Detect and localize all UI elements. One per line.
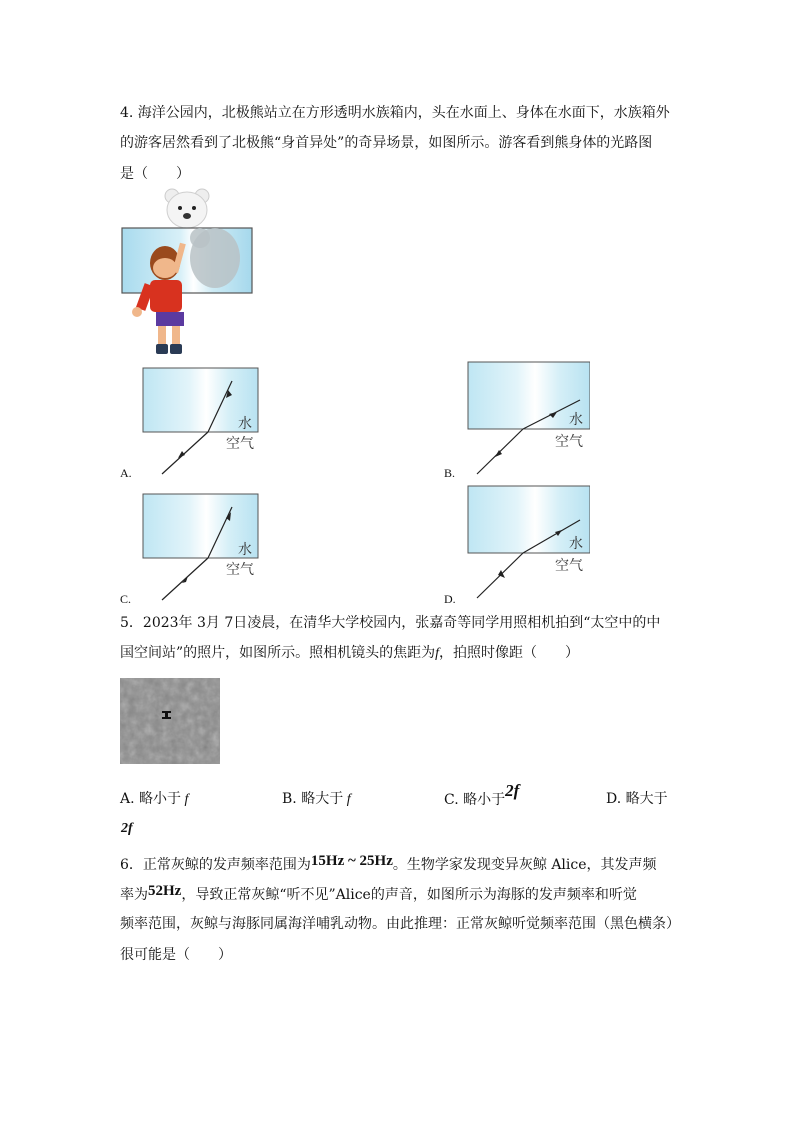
q5-option-a[interactable]: A. 略小于 f	[120, 791, 189, 807]
space-station-photo	[120, 678, 220, 764]
svg-text:水: 水	[238, 416, 252, 432]
polar-bear-tank-illustration	[120, 188, 260, 358]
svg-text:空气: 空气	[555, 434, 583, 450]
option-a-ray-diagram	[140, 366, 265, 478]
q5-option-b[interactable]: B. 略大于 f	[282, 791, 351, 807]
q6-line-4: 很可能是（ ）	[120, 947, 232, 963]
q5-line-1: 5．2023年 3月 7日凌晨，在清华大学校园内，张嘉奇等同学用照相机拍到“太空中的中	[120, 615, 661, 631]
q5-option-c[interactable]: C. 略小于2f	[444, 781, 520, 808]
q6-line-3: 频率范围，灰鲸与海豚同属海洋哺乳动物。由此推理：正常灰鲸听觉频率范围（黑色横条）	[120, 916, 680, 932]
svg-text:空气: 空气	[555, 558, 583, 574]
svg-text:空气: 空气	[226, 562, 254, 578]
q6-line-2: 率为52Hz，导致正常灰鲸“听不见”Alice的声音，如图所示为海豚的发声频率和听觉	[120, 883, 637, 903]
option-d-ray-diagram	[465, 484, 590, 602]
q4-line-3: 是（ ）	[120, 166, 190, 182]
option-b-ray-diagram	[465, 360, 590, 478]
q5-line-2: 国空间站”的照片，如图所示。照相机镜头的焦距为f，拍照时像距（ ）	[120, 645, 580, 661]
q5-option-d-math: 2f	[121, 821, 133, 836]
q6-line-1: 6．正常灰鲸的发声频率范围为15Hz ~ 25Hz。生物学家发现变异灰鲸 Alice，其发声频	[120, 853, 657, 873]
svg-text:水: 水	[569, 412, 583, 428]
svg-text:空气: 空气	[226, 436, 254, 452]
q5-option-d[interactable]: D. 略大于	[606, 791, 668, 807]
option-a-label[interactable]: A.	[120, 466, 132, 480]
svg-text:水: 水	[238, 542, 252, 558]
svg-text:水: 水	[569, 536, 583, 552]
q4-line-1: 4. 海洋公园内，北极熊站立在方形透明水族箱内，头在水面上、身体在水面下，水族箱外	[120, 105, 670, 121]
option-c-ray-diagram	[140, 492, 265, 604]
option-d-label[interactable]: D.	[444, 592, 456, 606]
option-b-label[interactable]: B.	[444, 466, 456, 480]
option-c-label[interactable]: C.	[120, 592, 132, 606]
q4-line-2: 的游客居然看到了北极熊“身首异处”的奇异场景，如图所示。游客看到熊身体的光路图	[120, 135, 653, 151]
